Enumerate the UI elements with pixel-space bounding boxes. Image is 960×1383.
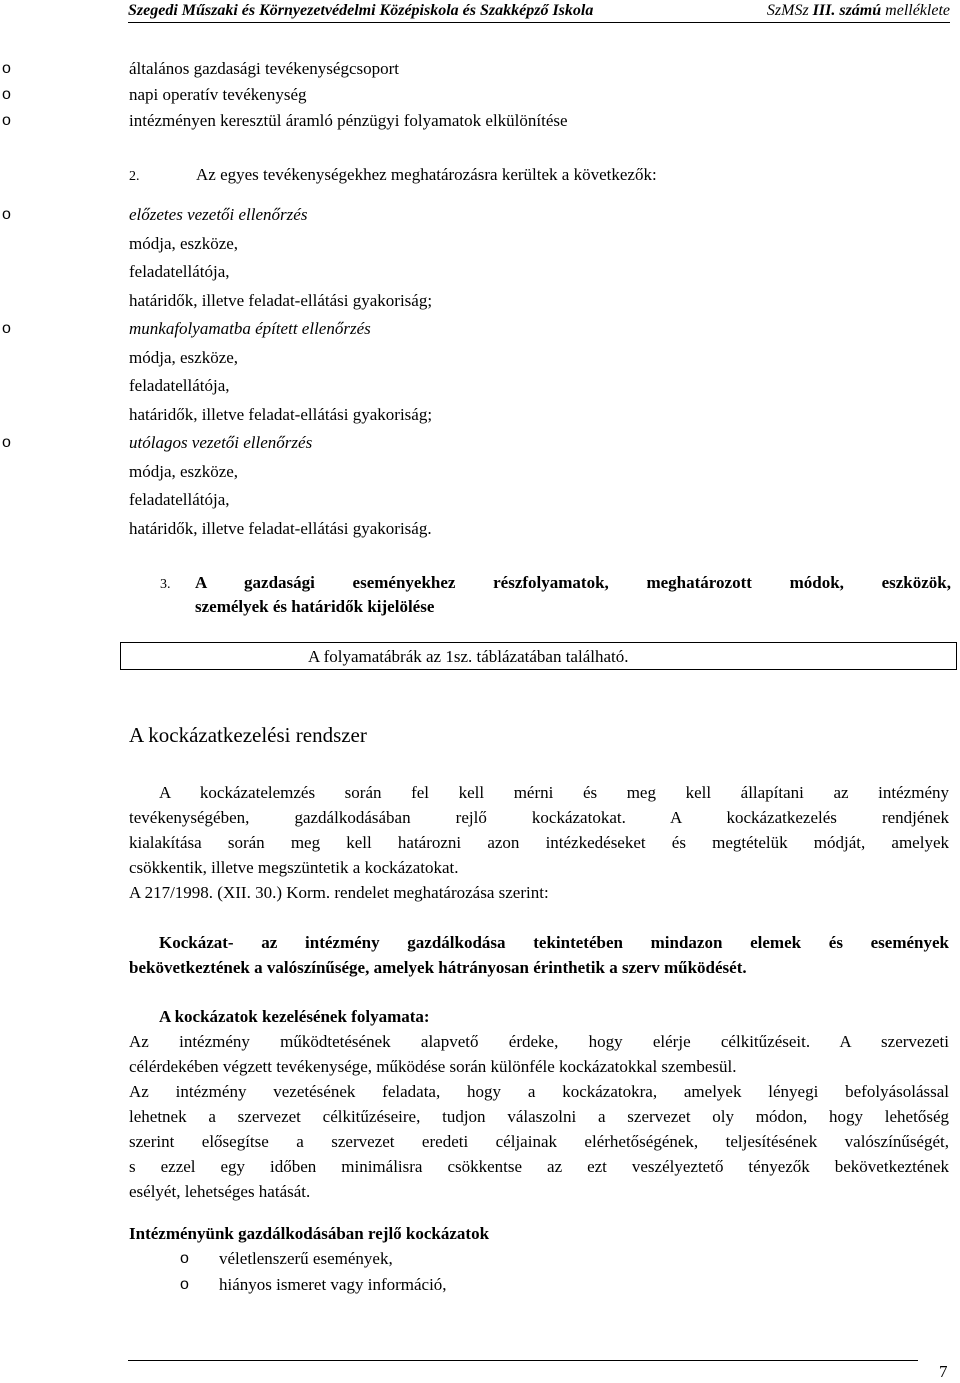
control-line: határidők, illetve feladat-ellátási gyakoriság; xyxy=(129,405,433,424)
paragraph-line: célérdekében végzett tevékenysége, működése során különféle kockázatokkal szembesül. xyxy=(129,1057,737,1076)
definition-line: Kockázat- az intézmény gazdálkodása tekintetében mindazon elemek és események xyxy=(159,933,949,952)
section-number: 2. xyxy=(129,169,140,184)
control-line: határidők, illetve feladat-ellátási gyakoriság. xyxy=(129,519,432,538)
footer-divider xyxy=(128,1360,918,1361)
control-line: határidők, illetve feladat-ellátási gyakoriság; xyxy=(129,291,433,310)
section-title: személyek és határidők kijelölése xyxy=(195,597,435,616)
section-title: Az egyes tevékenységekhez meghatározásra kerültek a következők: xyxy=(196,165,657,184)
note-text: A folyamatábrák az 1sz. táblázatában található. xyxy=(308,647,629,666)
control-line: feladatellátója, xyxy=(129,262,230,281)
doc-code: SzMSz xyxy=(766,2,809,19)
list-bullet: o xyxy=(2,320,11,337)
annex-suffix: melléklete xyxy=(885,2,950,19)
section-title: A gazdasági eseményekhez részfolyamatok, meghatározott módok, eszközök, xyxy=(195,573,951,592)
page-heading: A kockázatkezelési rendszer xyxy=(129,723,367,747)
paragraph-line: lehetnek a szervezet célkitűzéseire, tudjon válaszolni a szervezet oly módon, hogy lehetőség xyxy=(129,1107,949,1126)
control-line: módja, eszköze, xyxy=(129,462,239,481)
paragraph-line: csökkentik, illetve megszüntetik a kockázatokat. xyxy=(129,858,459,877)
paragraph-line: esélyét, lehetséges hatását. xyxy=(129,1182,311,1201)
subsection-heading: A kockázatok kezelésének folyamata: xyxy=(159,1007,430,1026)
paragraph-line: szerint elősegítse a szervezet eredeti céljainak elérhetőségének, teljesítésének valószínűségét, xyxy=(129,1132,949,1151)
subsection-heading: Intézményünk gazdálkodásában rejlő kockázatok xyxy=(129,1224,490,1243)
control-title: előzetes vezetői ellenőrzés xyxy=(129,205,308,224)
list-item: napi operatív tevékenység xyxy=(129,85,307,104)
annex-number: III. számú xyxy=(812,2,882,19)
list-item: általános gazdasági tevékenységcsoport xyxy=(129,59,400,78)
control-title: utólagos vezetői ellenőrzés xyxy=(129,433,313,452)
paragraph-line: tevékenységében, gazdálkodásában rejlő kockázatokat. A kockázatkezelés rendjének xyxy=(129,808,949,827)
paragraph-line: Az intézmény vezetésének feladata, hogy a kockázatokra, amelyek lényegi befolyásolással xyxy=(129,1082,949,1101)
definition-line: bekövetkeztének a valószínűsége, amelyek hátrányosan érinthetik a szerv működését. xyxy=(129,958,747,977)
school-name: Szegedi Műszaki és Környezetvédelmi Középiskola és Szakképző Iskola xyxy=(128,2,594,19)
page-number: 7 xyxy=(939,1362,948,1381)
paragraph-line: Az intézmény működtetésének alapvető érdeke, hogy elérje célkitűzéseit. A szervezeti xyxy=(129,1032,949,1051)
control-title: munkafolyamatba épített ellenőrzés xyxy=(129,319,371,338)
control-line: módja, eszköze, xyxy=(129,348,239,367)
paragraph-line: A kockázatelemzés során fel kell mérni és meg kell állapítani az intézmény xyxy=(159,783,949,802)
list-bullet: o xyxy=(180,1276,189,1293)
annex-label xyxy=(767,2,950,20)
control-line: módja, eszköze, xyxy=(129,234,239,253)
list-bullet: o xyxy=(2,112,11,129)
list-bullet: o xyxy=(2,206,11,223)
list-item: intézményen keresztül áramló pénzügyi folyamatok elkülönítése xyxy=(129,111,568,130)
paragraph-line: kialakítása során meg kell határozni azon intézkedéseket és megtételük módját, amelyek xyxy=(129,833,949,852)
list-bullet: o xyxy=(2,86,11,103)
page-header xyxy=(128,0,950,23)
control-line: feladatellátója, xyxy=(129,376,230,395)
note-box xyxy=(120,642,957,670)
decree-line: A 217/1998. (XII. 30.) Korm. rendelet meghatározása szerint: xyxy=(129,883,549,902)
list-bullet: o xyxy=(2,434,11,451)
list-item: hiányos ismeret vagy információ, xyxy=(219,1275,447,1294)
control-line: feladatellátója, xyxy=(129,490,230,509)
list-bullet: o xyxy=(2,60,11,77)
list-item: véletlenszerű események, xyxy=(219,1249,393,1268)
section-number: 3. xyxy=(160,577,171,592)
list-bullet: o xyxy=(180,1250,189,1267)
paragraph-line: s ezzel egy időben minimálisra csökkentse az ezt veszélyeztető tényezők bekövetkeztének xyxy=(129,1157,949,1176)
